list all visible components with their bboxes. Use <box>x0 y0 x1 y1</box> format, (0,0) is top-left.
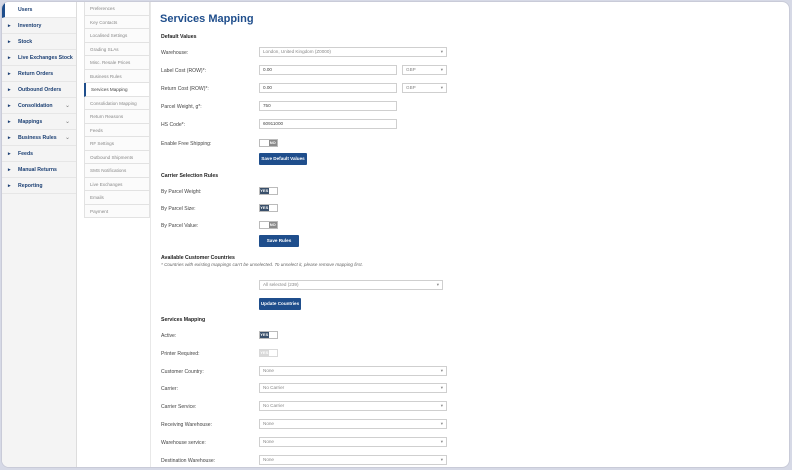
customer-country-select[interactable] <box>259 366 447 376</box>
nav-item-mappings[interactable] <box>2 114 76 130</box>
parcel-weight-label: Parcel Weight, g*: <box>161 104 202 110</box>
toggle-on-knob <box>269 332 278 338</box>
subnav-item-live-exchanges[interactable]: Live Exchanges <box>84 178 150 192</box>
receiving-warehouse-value: None <box>263 421 274 426</box>
return-cost-currency-select[interactable] <box>402 83 447 93</box>
hs-code-input[interactable]: 60911000 <box>259 119 397 129</box>
nav-item-label: Outbound Orders <box>18 87 62 93</box>
nav-item-label: Consolidation <box>18 103 53 109</box>
toggle-off-knob <box>260 222 269 228</box>
active-toggle[interactable] <box>259 331 278 339</box>
warehouse-service-value: None <box>263 439 274 444</box>
nav-item-reporting[interactable] <box>2 178 76 194</box>
caret-right-icon: ▸ <box>8 55 11 61</box>
warehouse-select[interactable] <box>259 47 447 57</box>
by-size-toggle[interactable] <box>259 204 278 212</box>
chevron-down-icon: ▾ <box>440 85 443 90</box>
toggle-yes-label: YES <box>260 188 269 193</box>
services-mapping-heading: Services Mapping <box>161 317 206 323</box>
subnav-item-business-rules[interactable]: Business Rules <box>84 70 150 84</box>
toggle-yes-label: YES <box>260 350 269 355</box>
subnav-item-emails[interactable]: Emails <box>84 191 150 205</box>
subnav-item-rf-settings[interactable]: RF Settings <box>84 137 150 151</box>
chevron-down-icon: ▾ <box>436 282 439 287</box>
by-weight-toggle[interactable] <box>259 187 278 195</box>
subnav-item-consolidation-mapping[interactable]: Consolidation Mapping <box>84 97 150 111</box>
caret-right-icon: ▸ <box>8 183 11 189</box>
nav-item-return-orders[interactable] <box>2 66 76 82</box>
carrier-service-value: No Carrier <box>263 403 285 408</box>
warehouse-label: Warehouse: <box>161 50 189 56</box>
chevron-down-icon: ▾ <box>440 421 443 426</box>
nav-item-label: Stock <box>18 39 33 45</box>
warehouse-service-select[interactable] <box>259 437 447 447</box>
chevron-down-icon: ⌄ <box>64 103 70 109</box>
free-shipping-label: Enable Free Shipping: <box>161 141 212 147</box>
caret-right-icon: ▸ <box>8 167 11 173</box>
nav-item-label: Feeds <box>18 151 33 157</box>
nav-item-label: Mappings <box>18 119 43 125</box>
caret-right-icon: ▸ <box>8 39 11 45</box>
nav-item-inventory[interactable] <box>2 18 76 34</box>
by-value-label: By Parcel Value: <box>161 223 199 229</box>
main-nav <box>2 2 77 468</box>
subnav-item-outbound-shipments[interactable]: Outbound Shipments <box>84 151 150 165</box>
chevron-down-icon: ▾ <box>440 403 443 408</box>
caret-right-icon: ▸ <box>8 135 11 141</box>
carrier-rules-heading: Carrier Selection Rules <box>161 173 219 179</box>
chevron-down-icon: ⌄ <box>64 119 70 125</box>
receiving-warehouse-label: Receiving Warehouse: <box>161 422 213 428</box>
chevron-down-icon: ▾ <box>440 368 443 373</box>
label-cost-currency-value: GBP <box>406 67 416 72</box>
chevron-down-icon: ▾ <box>440 67 443 72</box>
printer-required-label: Printer Required: <box>161 351 200 357</box>
subnav-item-localised-settings[interactable]: Localised Settings <box>84 29 150 43</box>
toggle-no-label: NO <box>269 140 276 145</box>
caret-right-icon: ▸ <box>8 23 11 29</box>
caret-right-icon: ▸ <box>8 87 11 93</box>
destination-warehouse-label: Destination Warehouse: <box>161 458 216 464</box>
toggle-no-label: NO <box>269 222 276 227</box>
chevron-down-icon: ▾ <box>440 49 443 54</box>
countries-heading: Available Customer Countries <box>161 255 235 261</box>
by-size-label: By Parcel Size: <box>161 206 196 212</box>
nav-item-feeds[interactable] <box>2 146 76 162</box>
toggle-yes-label: YES <box>260 332 269 337</box>
receiving-warehouse-select[interactable] <box>259 419 447 429</box>
toggle-yes-label: YES <box>260 205 269 210</box>
toggle-on-knob <box>269 350 278 356</box>
nav-item-stock[interactable] <box>2 34 76 50</box>
return-cost-input[interactable]: 0.00 <box>259 83 397 93</box>
subnav-item-services-mapping[interactable]: Services Mapping <box>84 83 150 97</box>
nav-item-live-exchanges-stock[interactable] <box>2 50 76 66</box>
countries-note: * Countries with existing mappings can't be unselected. To unselect it, please remove mapping first. <box>161 262 363 267</box>
printer-required-toggle[interactable] <box>259 349 278 357</box>
carrier-value: No Carrier <box>263 385 285 390</box>
settings-subnav <box>84 2 150 218</box>
save-default-values-button[interactable]: Save Default Values <box>259 153 307 165</box>
subnav-item-key-contacts[interactable]: Key Contacts <box>84 16 150 30</box>
parcel-weight-input[interactable]: 750 <box>259 101 397 111</box>
subnav-item-return-reasons[interactable]: Return Reasons <box>84 110 150 124</box>
subnav-item-payment[interactable]: Payment <box>84 205 150 219</box>
carrier-service-label: Carrier Service: <box>161 404 197 410</box>
chevron-down-icon: ⌄ <box>64 135 70 141</box>
subnav-item-preferences[interactable]: Preferences <box>84 2 150 16</box>
label-cost-input[interactable]: 0.00 <box>259 65 397 75</box>
nav-item-label: Manual Returns <box>18 167 57 173</box>
carrier-label: Carrier: <box>161 386 178 392</box>
nav-item-label: Inventory <box>18 23 42 29</box>
nav-item-label: Reporting <box>18 183 43 189</box>
nav-item-users[interactable] <box>2 2 76 18</box>
default-values-heading: Default Values <box>161 34 197 40</box>
nav-item-consolidation[interactable] <box>2 98 76 114</box>
toggle-on-knob <box>269 205 278 211</box>
free-shipping-toggle[interactable] <box>259 139 278 147</box>
update-countries-button[interactable]: Update Countries <box>259 298 301 310</box>
subnav-item-feeds[interactable]: Feeds <box>84 124 150 138</box>
nav-item-label: Return Orders <box>18 71 54 77</box>
subnav-item-sms-notifications[interactable]: SMS Notifications <box>84 164 150 178</box>
caret-right-icon: ▸ <box>8 151 11 157</box>
nav-item-manual-returns[interactable] <box>2 162 76 178</box>
caret-right-icon: ▸ <box>8 119 11 125</box>
nav-item-label: Users <box>18 7 33 13</box>
page-title: Services Mapping <box>160 13 254 25</box>
label-cost-label: Label Cost (ROW)*: <box>161 68 207 74</box>
carrier-service-select[interactable] <box>259 401 447 411</box>
chevron-down-icon: ▾ <box>440 439 443 444</box>
by-weight-label: By Parcel Weight: <box>161 189 202 195</box>
nav-item-label: Live Exchanges Stock <box>18 55 73 61</box>
subnav-item-misc-resale-prices[interactable]: Misc. Resale Prices <box>84 56 150 70</box>
destination-warehouse-select[interactable] <box>259 455 447 465</box>
label-cost-currency-select[interactable] <box>402 65 447 75</box>
app-window <box>1 1 790 468</box>
toggle-on-knob <box>269 188 278 194</box>
save-rules-button[interactable]: Save Rules <box>259 235 299 247</box>
countries-select[interactable] <box>259 280 443 290</box>
by-value-toggle[interactable] <box>259 221 278 229</box>
warehouse-value: London, United Kingdom (Z0000) <box>263 49 331 54</box>
nav-item-label: Business Rules <box>18 135 57 141</box>
warehouse-service-label: Warehouse service: <box>161 440 206 446</box>
destination-warehouse-value: None <box>263 457 274 462</box>
customer-country-value: None <box>263 368 274 373</box>
chevron-down-icon: ▾ <box>440 457 443 462</box>
return-cost-label: Return Cost (ROW)*: <box>161 86 209 92</box>
toggle-off-knob <box>260 140 269 146</box>
hs-code-label: HS Code*: <box>161 122 186 128</box>
subnav-item-grading-slas[interactable]: Grading SLAs <box>84 43 150 57</box>
nav-item-outbound-orders[interactable] <box>2 82 76 98</box>
customer-country-label: Customer Country: <box>161 369 204 375</box>
return-cost-currency-value: GBP <box>406 85 416 90</box>
content-area <box>150 2 789 467</box>
carrier-select[interactable] <box>259 383 447 393</box>
caret-right-icon: ▸ <box>8 103 11 109</box>
countries-value: All selected (239) <box>263 282 299 287</box>
nav-item-business-rules[interactable] <box>2 130 76 146</box>
active-label: Active: <box>161 333 177 339</box>
chevron-down-icon: ▾ <box>440 385 443 390</box>
caret-right-icon: ▸ <box>8 71 11 77</box>
